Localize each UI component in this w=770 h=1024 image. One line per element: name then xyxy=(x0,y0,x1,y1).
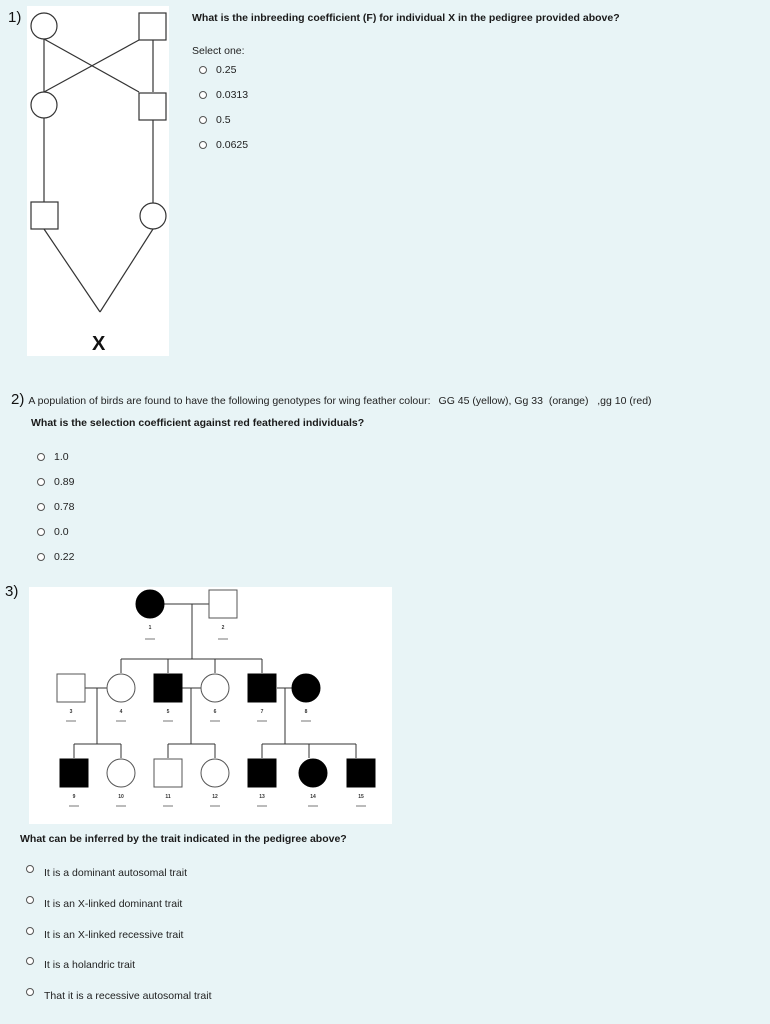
q1-option-2-radio[interactable] xyxy=(199,91,207,99)
q3-option-5[interactable] xyxy=(26,990,211,1002)
q1-female-lower-right xyxy=(140,203,166,229)
q3-option-5-radio[interactable] xyxy=(26,988,34,996)
q1-male-mid-right xyxy=(139,93,166,120)
q3-individual-10 xyxy=(107,759,135,787)
q3-id-7: 7 xyxy=(260,709,264,715)
q3-option-3-label: It is an X-linked recessive trait xyxy=(44,929,184,941)
q3-id-11: 11 xyxy=(165,794,171,800)
q2-option-3[interactable] xyxy=(37,501,74,513)
q1-option-1[interactable] xyxy=(199,64,236,76)
q3-id-5: 5 xyxy=(166,709,170,715)
q3-pedigree-diagram xyxy=(29,587,392,824)
q3-option-2-radio[interactable] xyxy=(26,896,34,904)
q3-individual-14 xyxy=(299,759,327,787)
q3-option-4-radio[interactable] xyxy=(26,957,34,965)
q3-id-12: 12 xyxy=(212,794,218,800)
q2-option-3-radio[interactable] xyxy=(37,503,45,511)
q1-select-label: Select one: xyxy=(192,45,245,57)
q1-female-mid-left xyxy=(31,92,57,118)
q2-option-5-label: 0.22 xyxy=(54,551,75,563)
q3-option-1[interactable] xyxy=(26,867,187,879)
q3-number: 3) xyxy=(5,583,19,600)
q1-option-2[interactable] xyxy=(199,89,248,101)
q3-option-4[interactable] xyxy=(26,959,135,971)
q2-question: What is the selection coefficient against red feathered individuals? xyxy=(31,417,365,429)
q1-option-2-label: 0.0313 xyxy=(216,89,249,101)
q3-individual-1 xyxy=(136,590,164,618)
q2-option-1-radio[interactable] xyxy=(37,453,45,461)
q3-pedigree-panel xyxy=(29,587,392,824)
q2-option-5-radio[interactable] xyxy=(37,553,45,561)
q3-option-4-label: It is a holandric trait xyxy=(44,959,136,971)
q3-individual-2 xyxy=(209,590,237,618)
q1-option-3-radio[interactable] xyxy=(199,116,207,124)
q3-question: What can be inferred by the trait indicated in the pedigree above? xyxy=(20,833,347,845)
q2-genotypes: GG 45 (yellow), Gg 33 (orange) ,gg 10 (red) xyxy=(438,395,652,407)
q2-option-2-label: 0.89 xyxy=(54,476,75,488)
q1-option-1-label: 0.25 xyxy=(216,64,237,76)
q2-intro-line xyxy=(11,391,652,408)
q3-option-3[interactable] xyxy=(26,929,183,941)
q3-option-2[interactable] xyxy=(26,898,182,910)
q2-option-5[interactable] xyxy=(37,551,74,563)
q3-individual-8 xyxy=(292,674,320,702)
q1-female-top-left xyxy=(31,13,57,39)
q3-individual-11 xyxy=(154,759,182,787)
q3-id-3: 3 xyxy=(69,709,73,715)
q3-id-14: 14 xyxy=(310,794,316,800)
q1-option-1-radio[interactable] xyxy=(199,66,207,74)
q1-individual-x-label: X xyxy=(92,333,106,355)
q1-option-4-radio[interactable] xyxy=(199,141,207,149)
q1-question: What is the inbreeding coefficient (F) for individual X in the pedigree provided above? xyxy=(192,12,620,24)
q2-option-2-radio[interactable] xyxy=(37,478,45,486)
q1-male-lower-left xyxy=(31,202,58,229)
q3-id-1: 1 xyxy=(148,625,152,631)
q1-male-top-right xyxy=(139,13,166,40)
q3-option-5-label: That it is a recessive autosomal trait xyxy=(44,990,212,1002)
q1-option-3[interactable] xyxy=(199,114,231,126)
q3-id-10: 10 xyxy=(118,794,124,800)
q1-pedigree-panel xyxy=(27,6,169,356)
q2-option-4-radio[interactable] xyxy=(37,528,45,536)
q1-option-4-label: 0.0625 xyxy=(216,139,249,151)
q3-option-1-label: It is a dominant autosomal trait xyxy=(44,867,187,879)
q2-option-4[interactable] xyxy=(37,526,69,538)
q2-option-3-label: 0.78 xyxy=(54,501,75,513)
q1-number: 1) xyxy=(8,9,22,26)
q3-id-2: 2 xyxy=(221,625,225,631)
q2-option-4-label: 0.0 xyxy=(54,526,69,538)
q3-individual-9 xyxy=(60,759,88,787)
q3-option-2-label: It is an X-linked dominant trait xyxy=(44,898,183,910)
q3-option-1-radio[interactable] xyxy=(26,865,34,873)
q3-id-4: 4 xyxy=(119,709,123,715)
q3-individual-6 xyxy=(201,674,229,702)
q2-intro: A population of birds are found to have the following genotypes for wing feather colour: xyxy=(28,395,431,407)
q1-option-4[interactable] xyxy=(199,139,248,151)
q2-option-1-label: 1.0 xyxy=(54,451,69,463)
q2-option-2[interactable] xyxy=(37,476,74,488)
q3-option-3-radio[interactable] xyxy=(26,927,34,935)
q3-individual-5 xyxy=(154,674,182,702)
q3-individual-7 xyxy=(248,674,276,702)
q2-number: 2) xyxy=(11,391,25,408)
q3-individual-13 xyxy=(248,759,276,787)
q3-individual-4 xyxy=(107,674,135,702)
q3-individual-12 xyxy=(201,759,229,787)
q3-individual-3 xyxy=(57,674,85,702)
q2-option-1[interactable] xyxy=(37,451,69,463)
q3-id-6: 6 xyxy=(213,709,217,715)
q3-id-9: 9 xyxy=(72,794,76,800)
q1-option-3-label: 0.5 xyxy=(216,114,231,126)
q3-id-15: 15 xyxy=(358,794,364,800)
q3-id-13: 13 xyxy=(259,794,265,800)
q3-id-8: 8 xyxy=(304,709,308,715)
q1-pedigree-diagram xyxy=(27,6,169,356)
q3-individual-15 xyxy=(347,759,375,787)
